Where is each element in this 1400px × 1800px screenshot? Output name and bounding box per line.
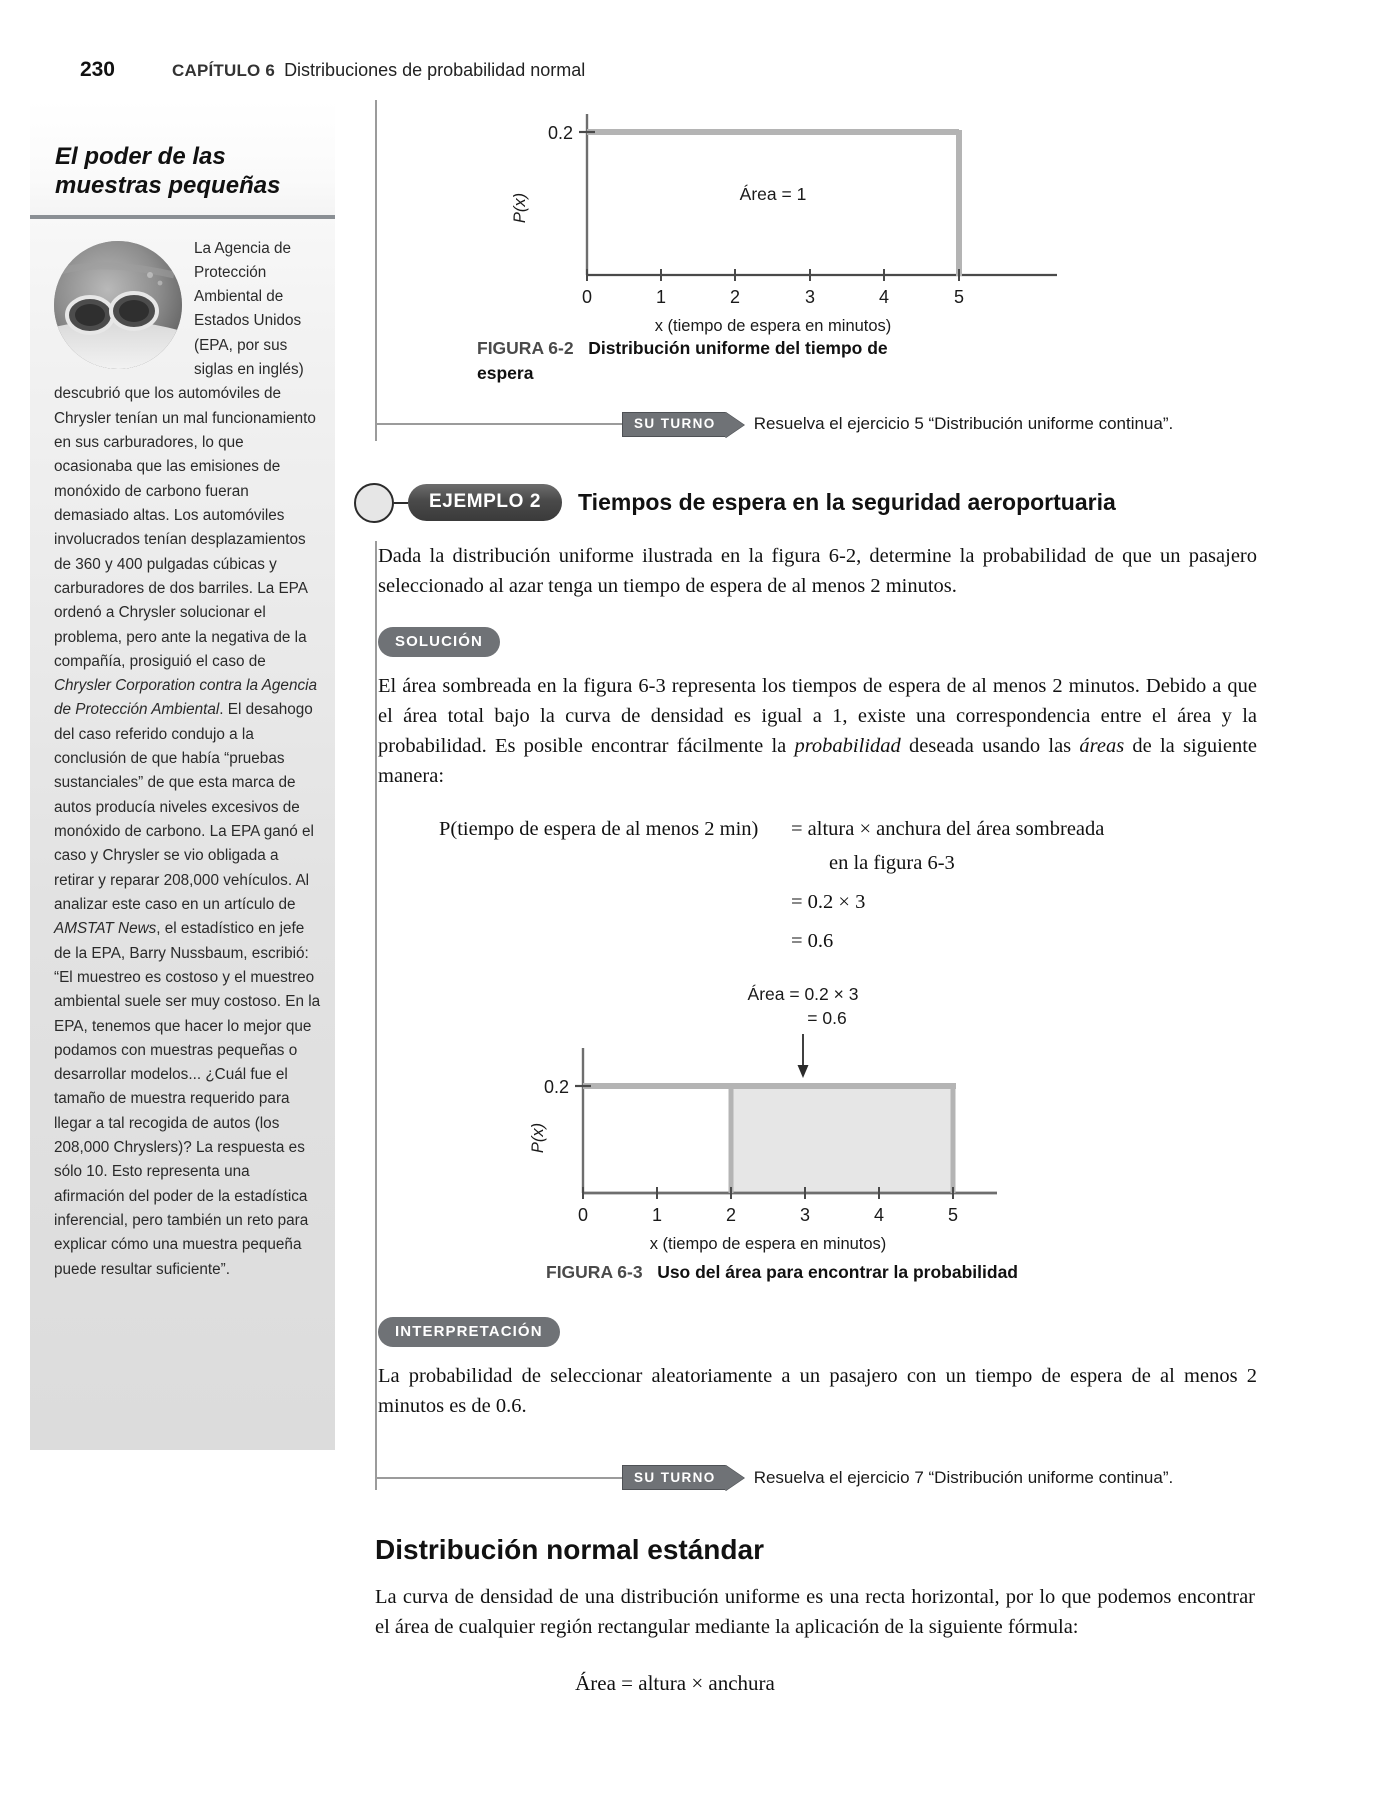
- solucion-text-2: deseada usando las: [900, 735, 1080, 758]
- sidebar-publication-name: AMSTAT News: [54, 920, 157, 938]
- sidebar-title: El poder de las muestras pequeñas: [55, 143, 281, 200]
- figure-6-3-xlabel: x (tiempo de espera en minutos): [649, 1235, 887, 1254]
- figure-6-2-caption-text: Distribución uniforme del tiempo de espera: [477, 338, 888, 383]
- su-turno-text-1: Resuelva el ejercicio 5 “Distribución uniforme continua”.: [753, 414, 1174, 434]
- solucion-equation: [377, 813, 1137, 958]
- su-turno-badge-1: SU TURNO: [622, 412, 726, 437]
- figure-6-2-ylabel: P(x): [511, 192, 529, 224]
- ejemplo-header-row: [354, 483, 1275, 523]
- figure-6-2-xtick-4: 4: [878, 287, 890, 307]
- normal-section-formula: Área = altura × anchura: [575, 1670, 775, 1695]
- normal-section-heading: Distribución normal estándar: [375, 1534, 764, 1566]
- sidebar-title-band: [30, 100, 335, 219]
- equation-lhs: P(tiempo de espera de al menos 2 min): [439, 818, 759, 841]
- figure-6-3-shaded-region: [731, 1086, 953, 1193]
- chapter-title: Distribuciones de probabilidad normal: [284, 60, 586, 80]
- figure-6-3-area-annotation-line1: Área = 0.2 × 3: [747, 984, 859, 1005]
- figure-6-3-caption-number: FIGURA 6-3: [546, 1262, 643, 1283]
- equation-line-1: [439, 813, 1137, 846]
- su-turno-text-2: Resuelva el ejercicio 7 “Distribución uniforme continua”.: [753, 1467, 1174, 1487]
- main-content: [375, 100, 1275, 1696]
- figure-6-2-caption-number: FIGURA 6-2: [477, 338, 574, 358]
- equation-rhs-2: en la figura 6-3: [829, 851, 955, 874]
- sidebar-paragraph-1: La Agencia de Protección Ambiental de Estados Unidos (EPA, por sus siglas en inglés) descubrió que los automóviles de Chrysler tenían un mal funcionamiento en sus carburadores, lo que ocasionaba que las emisiones de monóxido de carbono fueran demasiado altas. Los automóviles involucrados tenían desplazamientos de 360 y 400 pulgadas cúbicas y carburadores de dos barriles. La EPA ordenó a Chrysler solucionar el problema, pero ante la negativa de la compañía, prosiguió el caso de: [54, 239, 316, 670]
- solucion-italic-2: áreas: [1079, 735, 1125, 758]
- ejemplo-marker-circle: [354, 483, 394, 523]
- su-turno-row-2: [377, 1465, 1275, 1490]
- figure-6-3-xtick-1: 1: [651, 1205, 663, 1226]
- figure-6-3-arrow-head: [798, 1065, 809, 1078]
- figure-6-3-xtick-4: 4: [873, 1205, 885, 1226]
- equation-rhs-1: = altura × anchura del área sombreada: [791, 818, 1105, 841]
- figure-6-2-area-annotation: Área = 1: [739, 184, 807, 204]
- normal-section-paragraph: La curva de densidad de una distribución uniforme es una recta horizontal, por lo que podemos encontrar el área de cualquier región rectangular mediante la aplicación de la siguiente fórmula:: [375, 1586, 1255, 1639]
- figure-6-3-ytick: 0.2: [543, 1077, 569, 1098]
- equation-rhs-3: = 0.2 × 3: [791, 890, 866, 913]
- figure-6-2-xlabel: x (tiempo de espera en minutos): [654, 317, 892, 335]
- interpretacion-badge: INTERPRETACIÓN: [378, 1317, 560, 1347]
- solucion-badge-wrap: [377, 627, 1275, 657]
- solucion-italic-1: probabilidad: [794, 735, 901, 758]
- figure-6-3-caption: [377, 1260, 1187, 1285]
- figure-6-3-svg: [527, 978, 1227, 1253]
- figure-6-3-xtick-2: 2: [725, 1205, 737, 1226]
- ejemplo-connector-line: [394, 502, 408, 504]
- figure-6-2-xtick-3: 3: [804, 287, 816, 307]
- figure-6-2-ytick: 0.2: [547, 123, 573, 143]
- ejemplo-2-block: [375, 541, 1275, 1491]
- solucion-text-1: El área sombreada en la figura 6-3 representa los tiempos de espera de al menos 2 minutos. Debido a que el área total bajo la curva de densidad es igual a 1, existe una correspondencia entre el área y la probabilidad. Es posible encontrar fácilmente la: [378, 674, 1257, 758]
- su-turno-rule-1: [377, 423, 622, 425]
- sidebar-feature-box: [30, 100, 335, 1450]
- equation-line-4: [439, 925, 1137, 958]
- interpretacion-badge-wrap: [377, 1317, 1275, 1347]
- page-header: [0, 58, 1400, 82]
- solucion-badge: SOLUCIÓN: [378, 627, 500, 657]
- figure-6-2-xtick-5: 5: [953, 287, 965, 307]
- interpretacion-text: La probabilidad de seleccionar aleatoriamente a un pasajero con un tiempo de espera de al menos 2 minutos es de 0.6.: [378, 1365, 1257, 1418]
- figure-6-2-caption: [377, 336, 937, 386]
- sidebar-case-name: Chrysler Corporation contra la Agencia de Protección Ambiental: [54, 677, 318, 719]
- sidebar-body: [30, 219, 335, 1282]
- su-turno-rule-2: [377, 1477, 622, 1479]
- figure-6-3-ylabel: P(x): [529, 1123, 547, 1154]
- figure-6-2-xtick-0: 0: [581, 287, 593, 307]
- figure-6-3-caption-text: Uso del área para encontrar la probabilidad: [657, 1262, 1018, 1283]
- chapter-label: CAPÍTULO 6: [172, 61, 276, 80]
- equation-rhs-4: = 0.6: [791, 930, 834, 953]
- figure-6-3-xtick-3: 3: [799, 1205, 811, 1226]
- sidebar-paragraph-3: , el estadístico en jefe de la EPA, Barry Nussbaum, escribió: “El muestreo es costoso y el muestreo ambiental suele ser muy costoso. En la EPA, tenemos que hacer lo mejor que podamos con muestras pequeñas o desarrollar modelos... ¿Cuál fue el tamaño de muestra requerido para llegar a tal recogida de autos (los 208,000 Chryslers)? La respuesta es sólo 10. Esto representa una afirmación del poder de la estadística inferencial, pero también un reto para explicar cómo una muestra pequeña puede resultar suficiente”.: [54, 920, 321, 1278]
- su-turno-row-1: [377, 412, 1275, 437]
- figure-6-3-xtick-0: 0: [577, 1205, 589, 1226]
- figure-6-2-svg: [437, 100, 1137, 335]
- equation-line-3: [439, 886, 1137, 919]
- ejemplo-heading: Tiempos de espera en la seguridad aeroportuaria: [578, 489, 1116, 516]
- su-turno-badge-2: SU TURNO: [622, 1465, 726, 1490]
- figure-6-2-block: [375, 100, 1275, 441]
- ejemplo-badge: EJEMPLO 2: [408, 484, 562, 521]
- figure-6-2-chart: [377, 100, 1275, 340]
- figure-6-2-xtick-1: 1: [655, 287, 667, 307]
- equation-line-2: [439, 847, 1137, 880]
- figure-6-3-area-annotation-line2: = 0.6: [807, 1008, 847, 1029]
- solucion-text-3: de la siguiente manera:: [378, 735, 1257, 788]
- figure-6-3-chart: [377, 978, 1275, 1258]
- figure-6-2-xtick-2: 2: [729, 287, 741, 307]
- exhaust-pipes-photo: [54, 241, 182, 369]
- solucion-paragraph: [377, 671, 1257, 792]
- figure-6-3-xtick-5: 5: [947, 1205, 959, 1226]
- page-number: 230: [79, 58, 115, 81]
- ejemplo-statement: Dada la distribución uniforme ilustrada en la figura 6-2, determine la probabilidad de que un pasajero seleccionado al azar tenga un tiempo de espera de al menos 2 minutos.: [378, 544, 1257, 597]
- sidebar-paragraph-2: . El desahogo del caso referido condujo a la conclusión de que había “pruebas sustanciales” de que esta marca de autos producía niveles excesivos de monóxido de carbono. La EPA ganó el caso y Chrysler se vio obligada a retirar y reparar 208,000 vehículos. Al analizar este caso en un artículo de: [54, 701, 314, 913]
